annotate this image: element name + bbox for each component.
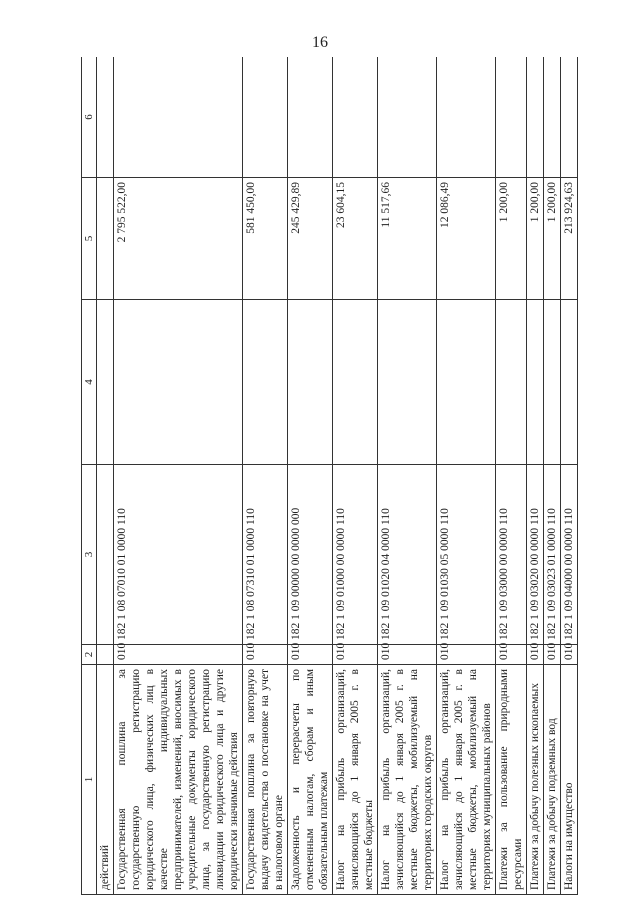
row-col4: [333, 300, 378, 465]
table-row: [561, 57, 578, 895]
row-amount: 23 604,15: [333, 178, 378, 300]
table-row: [288, 57, 333, 895]
row-code: 010: [544, 645, 561, 665]
row-name: Налог на прибыль организаций, зачисляющийся до 1 января 2005 г. в местные бюджеты, мобилизуемый на территориях муниципальных районов: [437, 665, 496, 895]
column-header: 2: [82, 645, 97, 665]
table-row: [97, 57, 114, 895]
row-col4: [97, 300, 114, 465]
row-kbk: 182 1 09 00000 00 0000 000: [288, 465, 333, 645]
row-name: Налоги на имущество: [561, 665, 578, 895]
row-amount: 1 200,00: [527, 178, 544, 300]
row-amount: [97, 178, 114, 300]
row-col6: [243, 57, 288, 178]
row-kbk: 182 1 09 03023 01 0000 110: [544, 465, 561, 645]
revenue-table: [81, 57, 578, 895]
row-col6: [544, 57, 561, 178]
row-amount: 1 200,00: [544, 178, 561, 300]
row-code: 010: [333, 645, 378, 665]
row-col4: [437, 300, 496, 465]
row-col6: [333, 57, 378, 178]
row-kbk: 182 1 09 03000 00 0000 110: [496, 465, 527, 645]
column-header: 5: [82, 178, 97, 300]
row-kbk: 182 1 08 07010 01 0000 110: [114, 465, 243, 645]
row-kbk: 182 1 09 04000 00 0000 110: [561, 465, 578, 645]
rotated-table-container: [81, 57, 601, 895]
row-col6: [288, 57, 333, 178]
table-row: [437, 57, 496, 895]
row-col4: [243, 300, 288, 465]
row-code: 010: [378, 645, 437, 665]
row-code: 010: [527, 645, 544, 665]
row-name: действий: [97, 665, 114, 895]
row-col6: [97, 57, 114, 178]
page-number: 16: [312, 34, 328, 51]
row-name: Платежи за пользование природными ресурсами: [496, 665, 527, 895]
row-col4: [114, 300, 243, 465]
row-col6: [527, 57, 544, 178]
row-amount: 581 450,00: [243, 178, 288, 300]
table-frame: [81, 57, 601, 895]
row-col4: [496, 300, 527, 465]
row-amount: 11 517,66: [378, 178, 437, 300]
row-name: Налог на прибыль организаций, зачисляющийся до 1 января 2005 г. в местные бюджеты: [333, 665, 378, 895]
row-code: 010: [437, 645, 496, 665]
row-col4: [288, 300, 333, 465]
row-name: Платежи за добычу полезных ископаемых: [527, 665, 544, 895]
column-header: 6: [82, 57, 97, 178]
table-row: [496, 57, 527, 895]
table-row: [527, 57, 544, 895]
row-code: [97, 645, 114, 665]
row-col6: [496, 57, 527, 178]
row-name: Налог на прибыль организаций, зачисляющийся до 1 января 2005 г. в местные бюджеты, мобилизуемый на территориях городских округов: [378, 665, 437, 895]
row-kbk: 182 1 09 01030 05 0000 110: [437, 465, 496, 645]
row-name: Государственная пошлина за повторную выдачу свидетельства о постановке на учет в налоговом органе: [243, 665, 288, 895]
row-code: 010: [496, 645, 527, 665]
table-row: [378, 57, 437, 895]
column-header: 4: [82, 300, 97, 465]
row-col4: [561, 300, 578, 465]
row-amount: 213 924,63: [561, 178, 578, 300]
table-row: [243, 57, 288, 895]
row-kbk: 182 1 09 01020 04 0000 110: [378, 465, 437, 645]
row-col4: [378, 300, 437, 465]
header-row: [82, 57, 97, 895]
row-col6: [437, 57, 496, 178]
row-amount: 12 086,49: [437, 178, 496, 300]
table-row: [544, 57, 561, 895]
row-amount: 1 200,00: [496, 178, 527, 300]
row-col6: [378, 57, 437, 178]
row-kbk: [97, 465, 114, 645]
row-col6: [561, 57, 578, 178]
table-row: [114, 57, 243, 895]
row-code: 010: [561, 645, 578, 665]
row-kbk: 182 1 09 03020 00 0000 110: [527, 465, 544, 645]
column-header: 1: [82, 665, 97, 895]
row-name: Задолженность и перерасчеты по отмененным налогам, сборам и иным обязательным платежам: [288, 665, 333, 895]
row-col4: [527, 300, 544, 465]
row-kbk: 182 1 08 07310 01 0000 110: [243, 465, 288, 645]
row-name: Платежи за добычу подземных вод: [544, 665, 561, 895]
row-code: 010: [288, 645, 333, 665]
row-code: 010: [243, 645, 288, 665]
row-amount: 245 429,89: [288, 178, 333, 300]
row-kbk: 182 1 09 01000 00 0000 110: [333, 465, 378, 645]
row-col6: [114, 57, 243, 178]
table-row: [333, 57, 378, 895]
row-code: 010: [114, 645, 243, 665]
column-header: 3: [82, 465, 97, 645]
row-amount: 2 795 522,00: [114, 178, 243, 300]
row-name: Государственная пошлина за государственную регистрацию юридического лица, физических лиц в качестве индивидуальных предпринимателей, изменений, вносимых в учредительные документы юридического лица, за государственную регистрацию ликвидации юридического лица и другие юридически значимые действия: [114, 665, 243, 895]
row-col4: [544, 300, 561, 465]
